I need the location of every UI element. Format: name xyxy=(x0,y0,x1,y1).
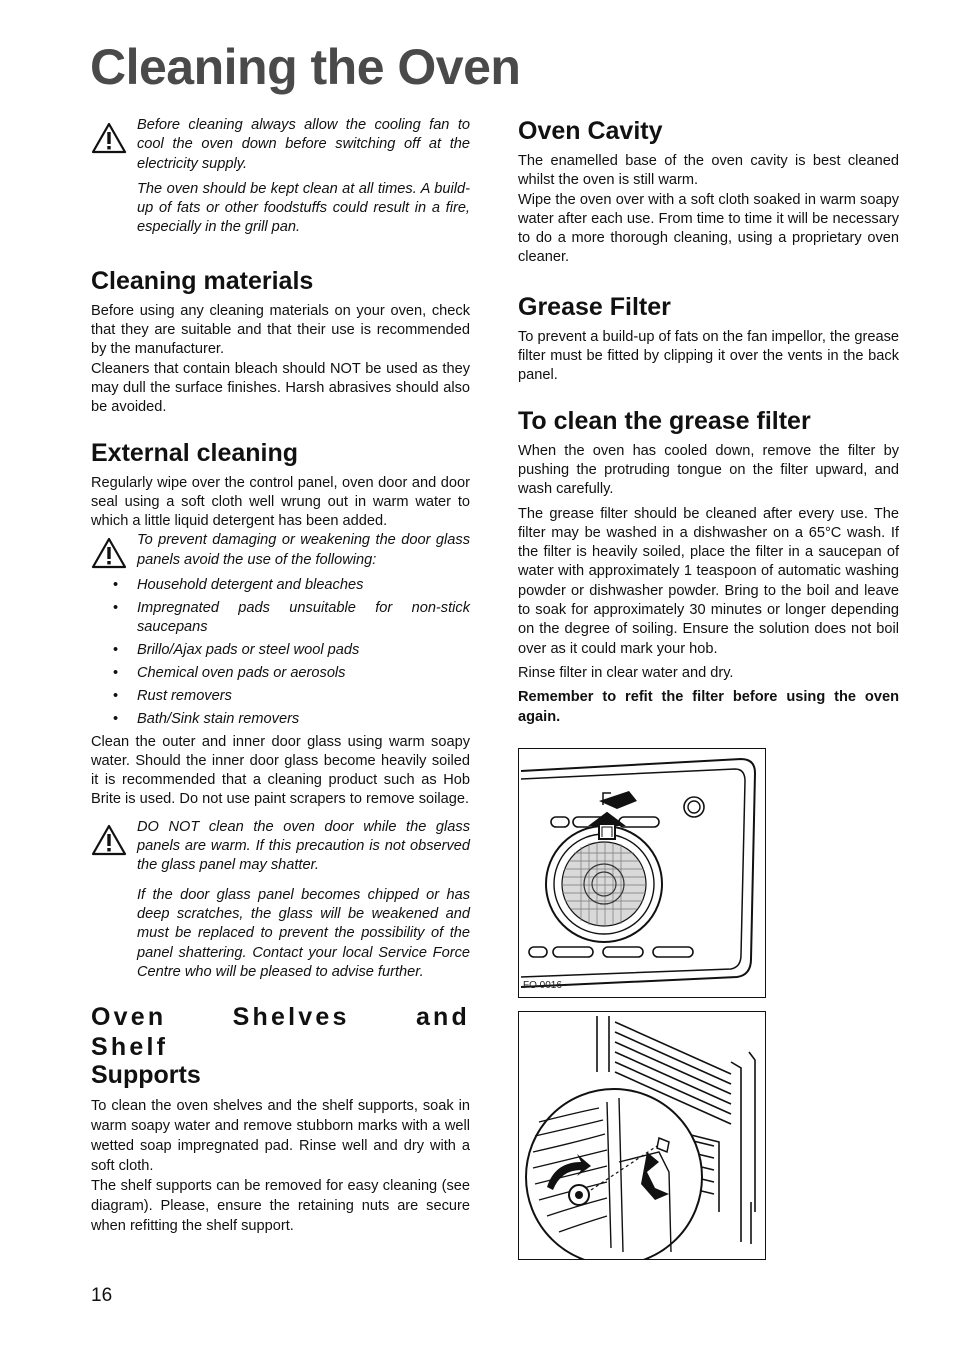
paragraph: When the oven has cooled down, remove the filter by pushing the protruding tongue on the filter upward, and wash carefully. xyxy=(518,442,899,498)
warning-text: Before cleaning always allow the cooling fan to cool the oven down before switching off at the electricity supply. xyxy=(137,117,470,172)
shelf-support-illustration xyxy=(519,1012,765,1259)
warning-triangle-icon xyxy=(91,537,127,569)
paragraph: Before using any cleaning materials on your oven, check that they are suitable and that their use is recommended by the manufacturer. xyxy=(91,302,470,358)
list-item: • Household detergent and bleaches xyxy=(91,576,470,595)
paragraph: Wipe the oven over with a soft cloth soaked in warm soapy water after each use. From time to time it will be necessary to do a more thorough cleaning, using a proprietary oven cleaner. xyxy=(518,191,899,266)
paragraph: To prevent a build-up of fats on the fan impellor, the grease filter must be fitted by clipping it over the vents in the back panel. xyxy=(518,328,899,384)
page-number: 16 xyxy=(91,1285,113,1306)
paragraph: To clean the oven shelves and the shelf supports, soak in warm soapy water and remove stubborn marks with a well wetted soap impregnated pad. Rinse well and dry with a soft cloth. xyxy=(91,1098,470,1175)
warning-text: To prevent damaging or weakening the door glass panels avoid the use of the following: xyxy=(137,532,470,568)
warning-text: DO NOT clean the oven door while the glass panels are warm. If this precaution is not observed the glass panel may shatter. xyxy=(137,818,470,874)
oven-back-panel-illustration xyxy=(519,749,765,997)
section-heading-shelves-line2: Supports xyxy=(91,1061,201,1090)
paragraph: The grease filter should be cleaned after every use. The filter may be washed in a dishwasher on a 65°C wash. If the filter is heavily soiled, place the filter in a saucepan of water with approximately 1 teaspoon of automatic washing powder or dishwasher powder. Bring to the boil and leave to soak for approximately 30 minutes or longer depending on the degree of soiling. Ensure the solution does not boil over as it could mark your hob. xyxy=(518,505,899,657)
shelf-support-diagram xyxy=(518,1011,766,1260)
warning-text: The oven should be kept clean at all times. A build-up of fats or other foodstuffs could result in a fire, especially in the grill pan. xyxy=(137,180,470,236)
avoid-list xyxy=(91,576,470,728)
list-item: • Impregnated pads unsuitable for non-stick saucepans xyxy=(91,599,470,636)
figure-code: FO 0016 xyxy=(523,980,562,991)
section-heading-clean-grease-filter: To clean the grease filter xyxy=(518,406,811,435)
section-heading-external-cleaning: External cleaning xyxy=(91,438,299,467)
heading-line: Oven Shelves and Shelf xyxy=(91,1003,470,1062)
paragraph: Cleaners that contain bleach should NOT be used as they may dull the surface finishes. Harsh abrasives should also be avoided. xyxy=(91,360,470,416)
warning-triangle-icon xyxy=(91,122,127,154)
list-item: • Rust removers xyxy=(91,687,470,706)
page-title: Cleaning the Oven xyxy=(90,39,521,95)
list-item: • Bath/Sink stain removers xyxy=(91,710,470,729)
grease-filter-diagram xyxy=(518,748,766,998)
list-item: • Brillo/Ajax pads or steel wool pads xyxy=(91,641,470,660)
paragraph: The enamelled base of the oven cavity is best cleaned whilst the oven is still warm. xyxy=(518,153,899,189)
left-column xyxy=(91,116,470,1236)
list-item: • Chemical oven pads or aerosols xyxy=(91,664,470,683)
section-heading-oven-cavity: Oven Cavity xyxy=(518,117,663,145)
door-warning xyxy=(91,818,470,982)
warning-triangle-icon xyxy=(91,824,127,856)
paragraph: The shelf supports can be removed for easy cleaning (see diagram). Please, ensure the retaining nuts are secure when refitting the shelf support. xyxy=(91,1178,470,1235)
paragraph: Regularly wipe over the control panel, oven door and door seal using a soft cloth well wrung out in warm water to which a little liquid detergent has been added. xyxy=(91,474,470,530)
warning-text: If the door glass panel becomes chipped or has deep scratches, the glass will be weakened and must be replaced to prevent the possibility of the panel shattering. Contact your local Service Force Centre who will be pleased to advise further. xyxy=(137,886,470,980)
right-column xyxy=(518,116,899,727)
glass-warning xyxy=(91,531,470,570)
safety-warning xyxy=(91,116,470,238)
paragraph: Clean the outer and inner door glass using warm soapy water. Should the inner door glass become heavily soiled it is recommended that a cleaning product such as Hob Brite is used. Do not use paint scrapers to remove soilage. xyxy=(91,733,470,808)
section-heading-grease-filter: Grease Filter xyxy=(518,292,671,321)
section-heading-cleaning-materials: Cleaning materials xyxy=(91,266,314,295)
paragraph-bold: Remember to refit the filter before using the oven again. xyxy=(518,689,899,725)
paragraph: Rinse filter in clear water and dry. xyxy=(518,664,734,681)
section-heading-shelves xyxy=(91,1002,470,1062)
